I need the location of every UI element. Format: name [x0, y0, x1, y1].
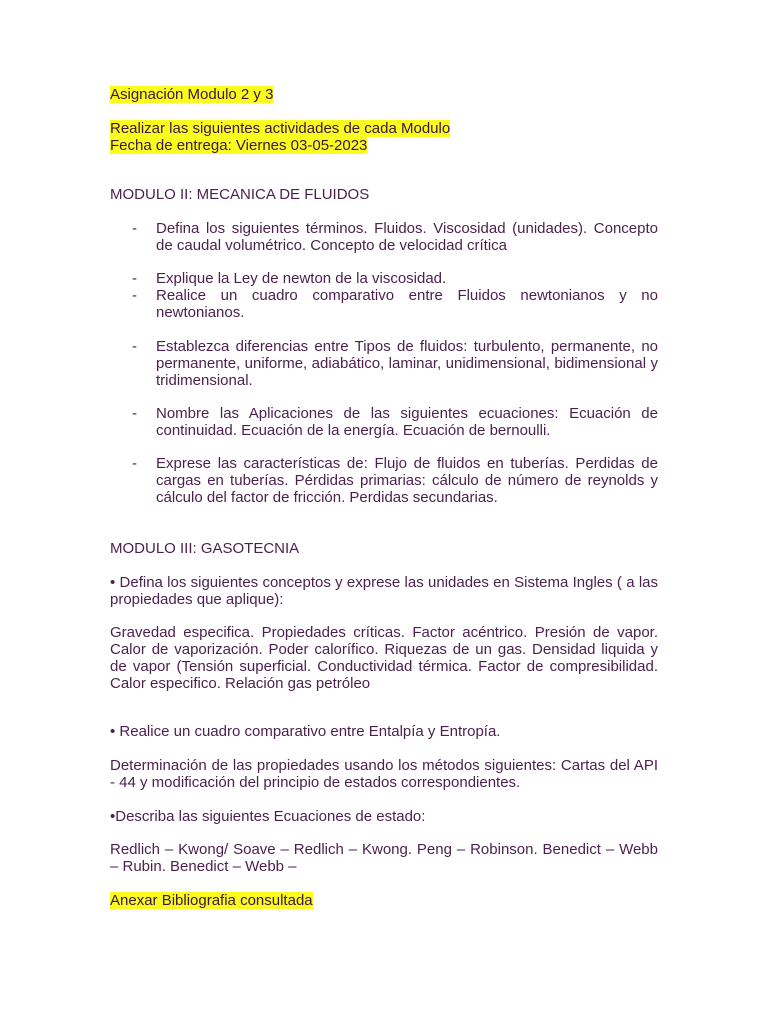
- modulo2-item-6: Exprese las características de: Flujo de fluidos en tuberías. Perdidas de cargas en tuberías. Pérdidas primarias: cálculo de número de reynolds y cálculo del factor de fricción. Perdidas secundarias.: [156, 455, 658, 506]
- modulo3-paragraph-3: • Realice un cuadro comparativo entre Entalpía y Entropía.: [110, 723, 501, 740]
- modulo2-item-3: Realice un cuadro comparativo entre Fluidos newtonianos y no newtonianos.: [156, 287, 658, 321]
- instruction-line: Realizar las siguientes actividades de cada Modulo: [110, 120, 451, 137]
- annex-line: Anexar Bibliografia consultada: [110, 892, 313, 909]
- modulo2-title: MODULO II: MECANICA DE FLUIDOS: [110, 186, 370, 203]
- bullet-marker: -: [132, 270, 137, 287]
- bullet-marker: -: [132, 405, 137, 422]
- modulo3-paragraph-6: Redlich – Kwong/ Soave – Redlich – Kwong. Peng – Robinson. Benedict – Webb – Rubin. Benedict – Webb –: [110, 841, 658, 875]
- assignment-title: Asignación Modulo 2 y 3: [110, 86, 274, 103]
- due-date-line: Fecha de entrega: Viernes 03-05-2023: [110, 137, 368, 154]
- bullet-marker: -: [132, 220, 137, 237]
- modulo3-paragraph-5: •Describa las siguientes Ecuaciones de estado:: [110, 808, 426, 825]
- modulo3-paragraph-4: Determinación de las propiedades usando los métodos siguientes: Cartas del API - 44 y modificación del principio de estados correspondientes.: [110, 757, 658, 791]
- modulo3-paragraph-2: Gravedad especifica. Propiedades críticas. Factor acéntrico. Presión de vapor. Calor de vaporización. Poder calorífico. Riquezas de un gas. Densidad liquida y de vapor (Tensión superficial. Conductividad térmica. Factor de compresibilidad. Calor especifico. Relación gas petróleo: [110, 624, 658, 692]
- modulo3-title: MODULO III: GASOTECNIA: [110, 540, 300, 557]
- bullet-marker: -: [132, 455, 137, 472]
- modulo2-item-5: Nombre las Aplicaciones de las siguientes ecuaciones: Ecuación de continuidad. Ecuación de la energía. Ecuación de bernoulli.: [156, 405, 658, 439]
- modulo3-paragraph-1: • Defina los siguientes conceptos y exprese las unidades en Sistema Ingles ( a las propiedades que aplique):: [110, 574, 658, 608]
- modulo2-item-2: Explique la Ley de newton de la viscosidad.: [156, 270, 447, 287]
- modulo2-item-1: Defina los siguientes términos. Fluidos. Viscosidad (unidades). Concepto de caudal volumétrico. Concepto de velocidad crítica: [156, 220, 658, 254]
- bullet-marker: -: [132, 287, 137, 304]
- bullet-marker: -: [132, 338, 137, 355]
- modulo2-item-4: Establezca diferencias entre Tipos de fluidos: turbulento, permanente, no permanente, uniforme, adiabático, laminar, unidimensional, bidimensional y tridimensional.: [156, 338, 658, 389]
